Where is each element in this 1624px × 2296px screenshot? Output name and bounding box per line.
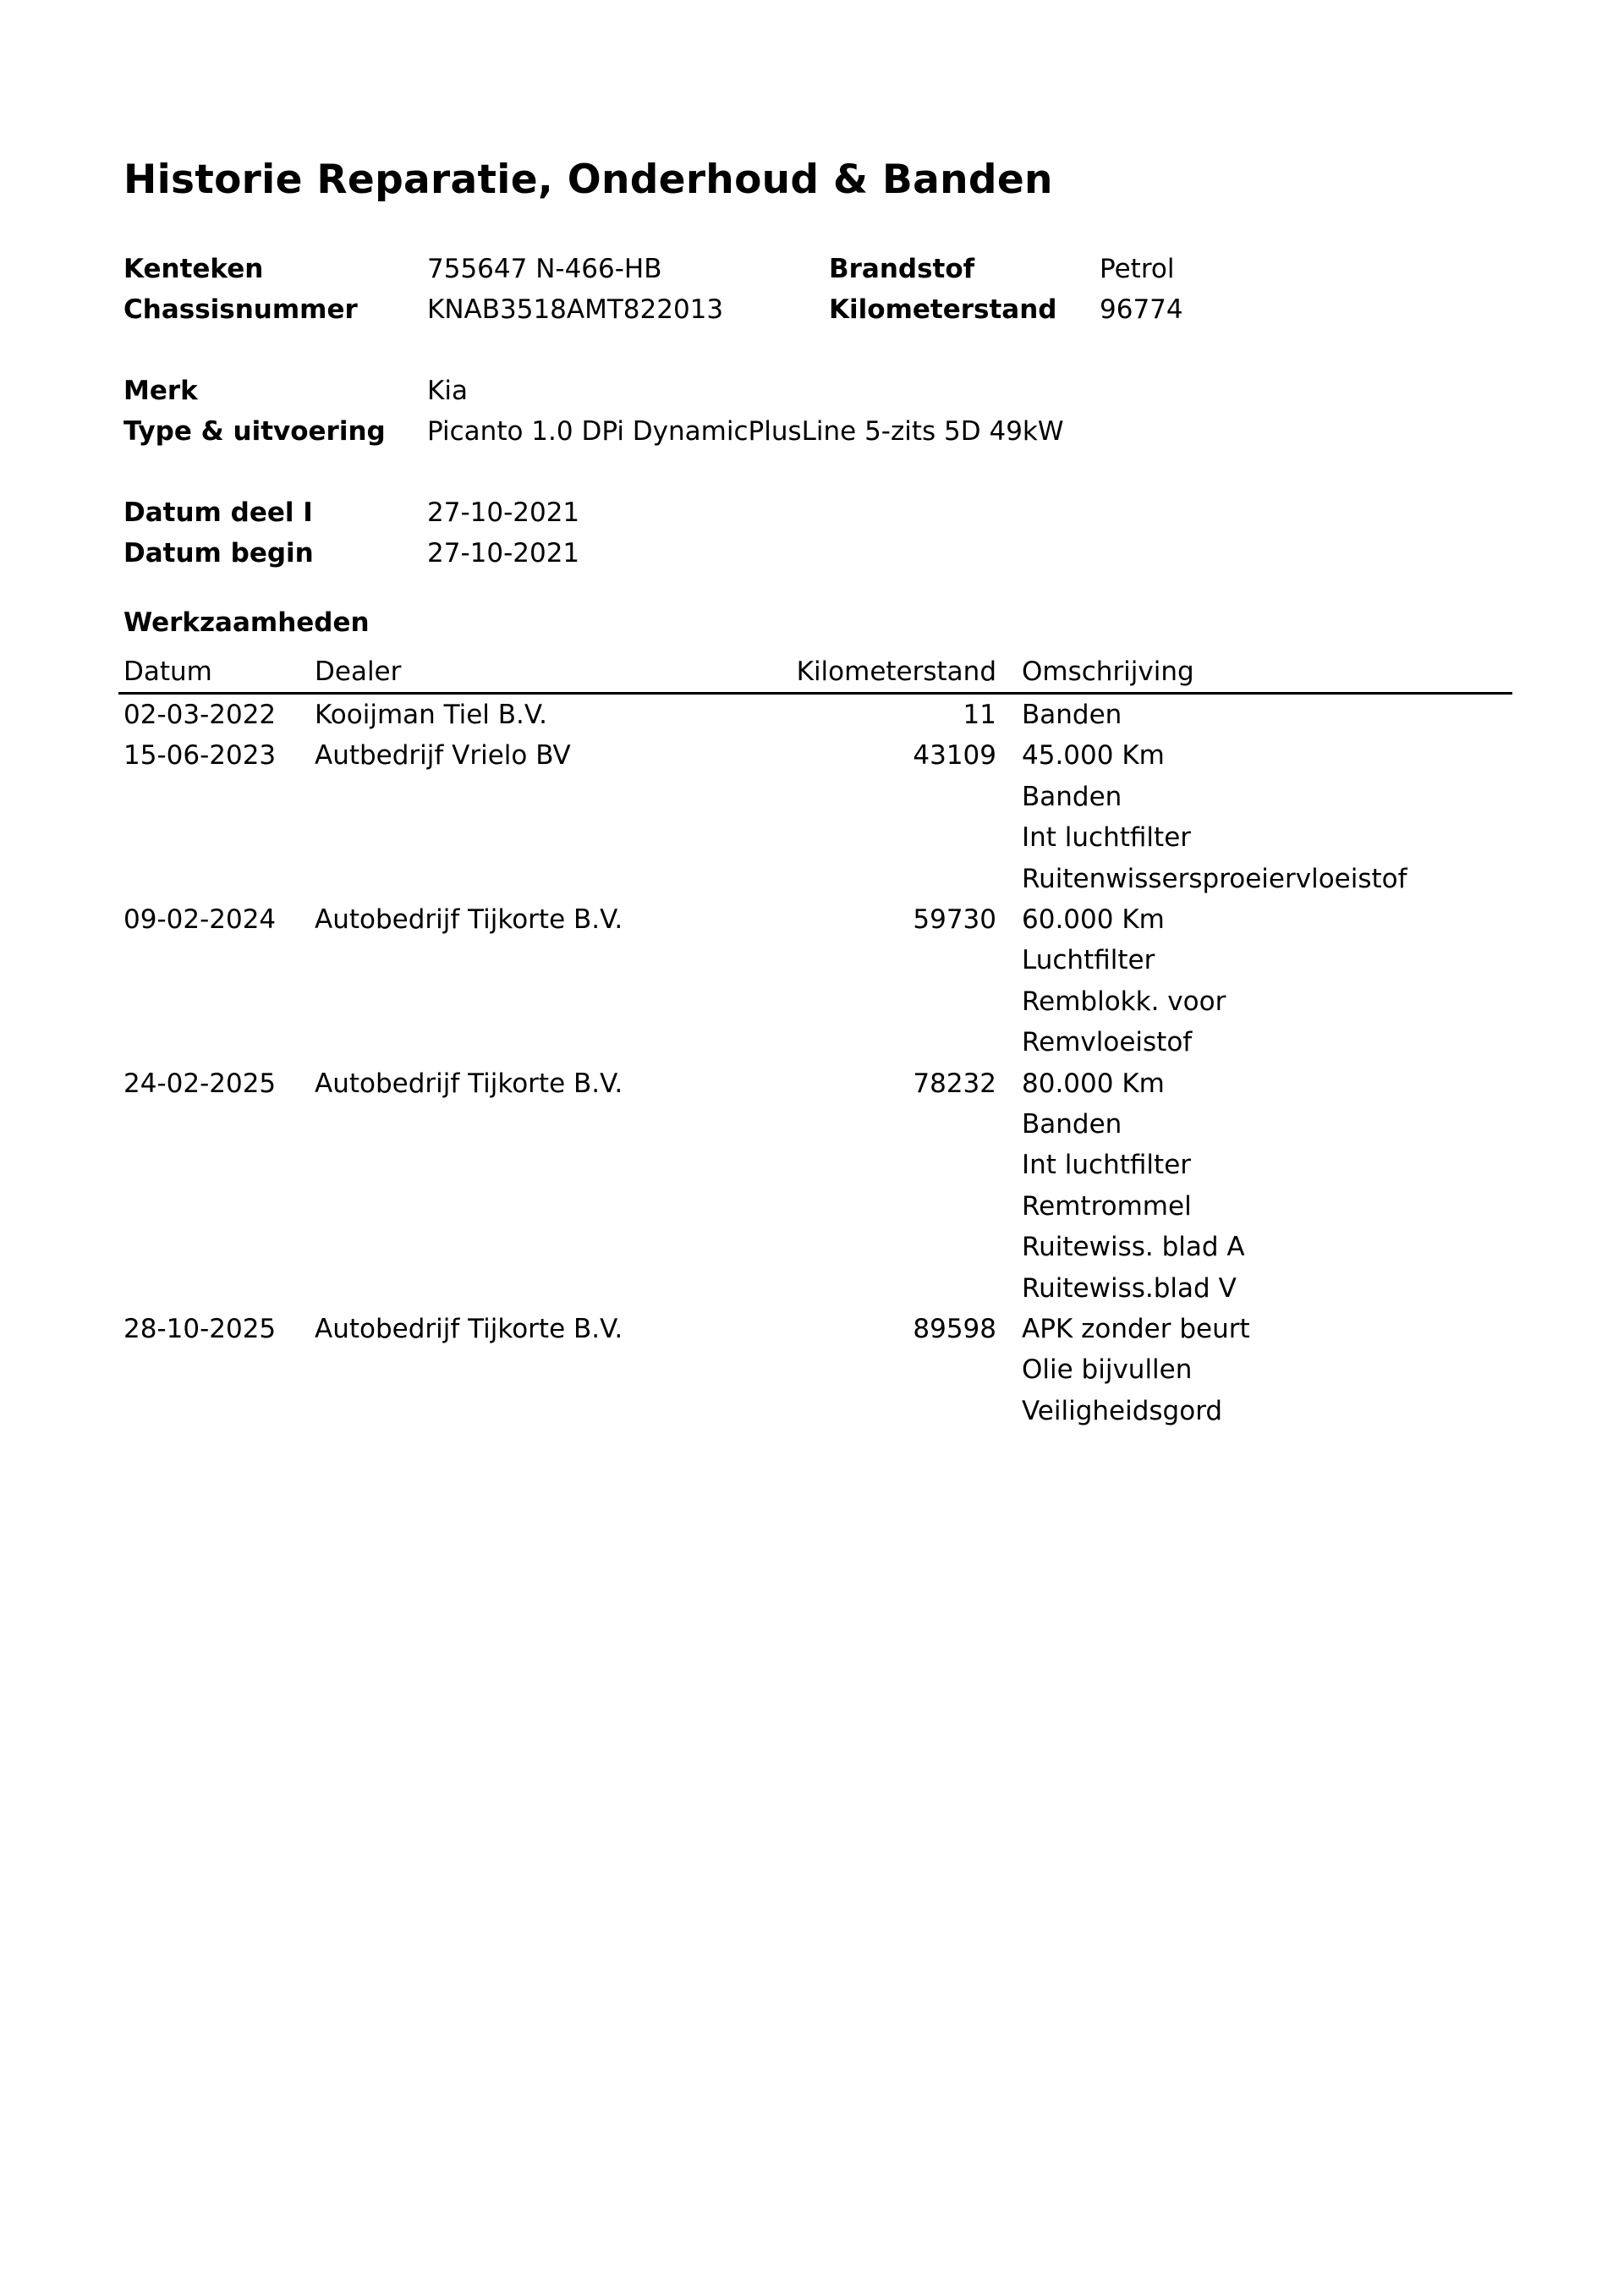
omschrijving-item: Ruitenwissersproeiervloeistof xyxy=(1022,863,1407,894)
omschrijving-item: 60.000 Km xyxy=(1022,904,1165,935)
datum-begin-label: Datum begin xyxy=(123,538,314,569)
table-row xyxy=(118,735,1512,899)
omschrijving-item: Ruitewiss. blad A xyxy=(1022,1232,1245,1263)
header-datum: Datum xyxy=(123,656,212,687)
cell-datum: 15-06-2023 xyxy=(123,740,277,772)
omschrijving-item: Banden xyxy=(1022,700,1122,730)
table-body xyxy=(118,695,1512,1431)
cell-kilometerstand: 89598 xyxy=(913,1313,996,1344)
type-label: Type & uitvoering xyxy=(123,416,386,447)
page-title: Historie Reparatie, Onderhoud & Banden xyxy=(123,157,1053,203)
cell-datum: 02-03-2022 xyxy=(123,700,277,730)
table-row xyxy=(118,1309,1512,1431)
cell-datum: 24-02-2025 xyxy=(123,1068,277,1099)
cell-kilometerstand: 43109 xyxy=(913,740,996,772)
type-value: Picanto 1.0 DPi DynamicPlusLine 5-zits 5D 49kW xyxy=(427,416,1064,447)
cell-dealer: Kooijman Tiel B.V. xyxy=(315,700,547,730)
brandstof-value: Petrol xyxy=(1100,254,1175,284)
omschrijving-item: Luchtfilter xyxy=(1022,945,1155,976)
cell-dealer: Autbedrijf Vrielo BV xyxy=(315,740,571,772)
merk-label: Merk xyxy=(123,376,198,406)
datum-begin-value: 27-10-2021 xyxy=(427,538,580,569)
cell-omschrijving xyxy=(1022,695,1122,735)
header-dealer: Dealer xyxy=(315,656,402,687)
omschrijving-item: Remtrommel xyxy=(1022,1190,1192,1222)
cell-kilometerstand: 11 xyxy=(963,700,996,730)
cell-kilometerstand: 78232 xyxy=(913,1068,996,1099)
cell-datum: 28-10-2025 xyxy=(123,1313,277,1344)
kilometerstand-label: Kilometerstand xyxy=(829,294,1057,325)
cell-datum: 09-02-2024 xyxy=(123,904,277,935)
omschrijving-item: Remblokk. voor xyxy=(1022,986,1226,1017)
omschrijving-item: 80.000 Km xyxy=(1022,1068,1165,1099)
datum-deel-1-label: Datum deel I xyxy=(123,497,313,528)
omschrijving-item: Ruitewiss.blad V xyxy=(1022,1272,1237,1304)
brandstof-label: Brandstof xyxy=(829,254,975,284)
omschrijving-item: Int luchtfilter xyxy=(1022,822,1192,854)
table-row xyxy=(118,695,1512,735)
cell-dealer: Autobedrijf Tijkorte B.V. xyxy=(315,1313,623,1344)
cell-dealer: Autobedrijf Tijkorte B.V. xyxy=(315,904,623,935)
omschrijving-item: Banden xyxy=(1022,1108,1122,1140)
kilometerstand-value: 96774 xyxy=(1100,294,1183,325)
chassisnummer-value: KNAB3518AMT822013 xyxy=(427,294,724,325)
omschrijving-item: Remvloeistof xyxy=(1022,1027,1193,1058)
table-row xyxy=(118,899,1512,1063)
chassisnummer-label: Chassisnummer xyxy=(123,294,358,325)
datum-deel-1-value: 27-10-2021 xyxy=(427,497,580,528)
omschrijving-item: Banden xyxy=(1022,781,1122,812)
header-omschrijving: Omschrijving xyxy=(1022,656,1194,687)
kenteken-value: 755647 N-466-HB xyxy=(427,254,662,284)
kenteken-label: Kenteken xyxy=(123,254,264,284)
cell-omschrijving xyxy=(1022,735,1407,899)
omschrijving-item: Olie bijvullen xyxy=(1022,1354,1193,1386)
cell-dealer: Autobedrijf Tijkorte B.V. xyxy=(315,1068,623,1099)
werkzaamheden-table xyxy=(118,651,1512,1431)
table-row xyxy=(118,1063,1512,1309)
merk-value: Kia xyxy=(427,376,468,406)
omschrijving-item: Int luchtfilter xyxy=(1022,1150,1192,1181)
cell-omschrijving xyxy=(1022,899,1226,1063)
table-header xyxy=(118,651,1512,695)
omschrijving-item: Veiligheidsgord xyxy=(1022,1395,1223,1426)
werkzaamheden-title: Werkzaamheden xyxy=(123,607,370,638)
cell-omschrijving xyxy=(1022,1309,1250,1431)
header-kilometerstand: Kilometerstand xyxy=(796,656,996,687)
omschrijving-item: APK zonder beurt xyxy=(1022,1313,1250,1344)
cell-kilometerstand: 59730 xyxy=(913,904,996,935)
omschrijving-item: 45.000 Km xyxy=(1022,740,1165,772)
cell-omschrijving xyxy=(1022,1063,1245,1309)
